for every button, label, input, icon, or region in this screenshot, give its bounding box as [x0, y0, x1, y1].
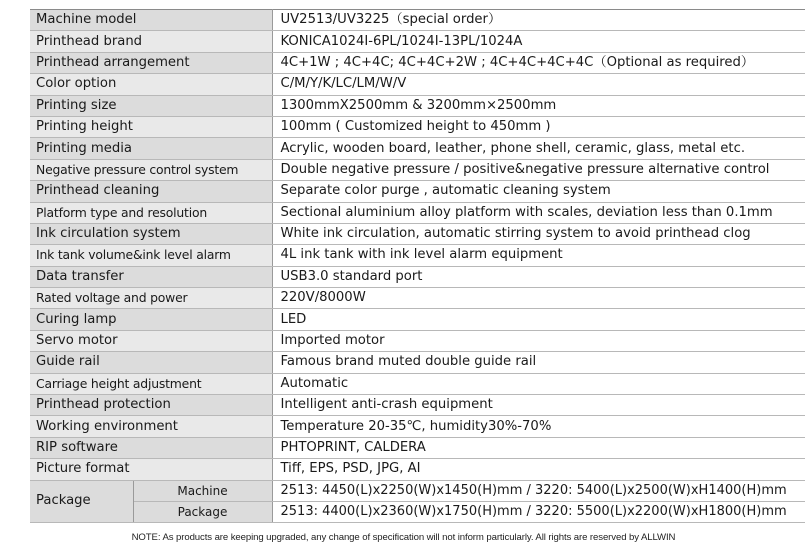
spec-label: Ink circulation system — [30, 223, 272, 244]
spec-value: Sectional aluminium alloy platform with scales, deviation less than 0.1mm — [272, 202, 805, 223]
spec-row — [30, 416, 805, 437]
package-section — [30, 480, 805, 523]
spec-label: Platform type and resolution — [30, 202, 272, 223]
spec-row — [30, 202, 805, 223]
spec-row — [30, 223, 805, 244]
spec-row — [30, 437, 805, 458]
spec-value: C/M/Y/K/LC/LM/W/V — [272, 74, 805, 95]
package-label: Package — [30, 480, 133, 523]
spec-row — [30, 95, 805, 116]
spec-row — [30, 74, 805, 95]
spec-label: Color option — [30, 74, 272, 95]
spec-label: Ink tank volume&ink level alarm — [30, 245, 272, 266]
spec-label: Printing height — [30, 116, 272, 137]
footer-note: NOTE: As products are keeping upgraded, any change of specification will not inform particularly. All rights are reserved by ALLWIN — [131, 532, 676, 543]
spec-value: PHTOPRINT, CALDERA — [272, 437, 805, 458]
spec-value: Famous brand muted double guide rail — [272, 352, 805, 373]
spec-row — [30, 330, 805, 351]
spec-row — [30, 309, 805, 330]
spec-value: Separate color purge , automatic cleaning system — [272, 181, 805, 202]
spec-row — [30, 459, 805, 480]
spec-label: Printhead protection — [30, 395, 272, 416]
spec-row — [30, 10, 805, 31]
spec-row — [30, 266, 805, 287]
spec-row — [30, 395, 805, 416]
spec-label: RIP software — [30, 437, 272, 458]
spec-label: Printhead brand — [30, 31, 272, 52]
spec-value: 4C+1W ; 4C+4C; 4C+4C+2W ; 4C+4C+4C+4C（Optional as required） — [272, 52, 805, 73]
spec-label: Negative pressure control system — [30, 159, 272, 180]
spec-value: 220V/8000W — [272, 288, 805, 309]
spec-row — [30, 52, 805, 73]
spec-value: 4L ink tank with ink level alarm equipment — [272, 245, 805, 266]
spec-label: Rated voltage and power — [30, 288, 272, 309]
spec-row — [30, 373, 805, 394]
spec-value: Intelligent anti-crash equipment — [272, 395, 805, 416]
spec-value: Double negative pressure / positive&negative pressure alternative control — [272, 159, 805, 180]
spec-row — [30, 31, 805, 52]
spec-label: Guide rail — [30, 352, 272, 373]
spec-label: Carriage height adjustment — [30, 373, 272, 394]
spec-value: 100mm ( Customized height to 450mm ) — [272, 116, 805, 137]
spec-label: Machine model — [30, 10, 272, 31]
spec-value: Temperature 20-35℃, humidity30%-70% — [272, 416, 805, 437]
spec-row — [30, 245, 805, 266]
spec-row — [30, 352, 805, 373]
spec-label: Printing media — [30, 138, 272, 159]
spec-value: KONICA1024I-6PL/1024I-13PL/1024A — [272, 31, 805, 52]
spec-row — [30, 288, 805, 309]
spec-label: Printhead arrangement — [30, 52, 272, 73]
spec-label: Working environment — [30, 416, 272, 437]
spec-label: Printhead cleaning — [30, 181, 272, 202]
package-row-package — [30, 501, 805, 522]
package-machine-label: Machine — [133, 480, 272, 501]
spec-value: UV2513/UV3225（special order） — [272, 10, 805, 31]
spec-label: Servo motor — [30, 330, 272, 351]
spec-value: Imported motor — [272, 330, 805, 351]
spec-row — [30, 138, 805, 159]
package-package-value: 2513: 4400(L)x2360(W)x1750(H)mm / 3220: 5500(L)x2200(W)xH1800(H)mm — [272, 501, 805, 522]
spec-table-body — [30, 10, 805, 481]
spec-label: Data transfer — [30, 266, 272, 287]
spec-table — [30, 9, 805, 523]
spec-value: LED — [272, 309, 805, 330]
spec-row — [30, 159, 805, 180]
spec-value: Tiff, EPS, PSD, JPG, AI — [272, 459, 805, 480]
spec-row — [30, 116, 805, 137]
spec-row — [30, 181, 805, 202]
spec-value: 1300mmX2500mm & 3200mm×2500mm — [272, 95, 805, 116]
spec-label: Curing lamp — [30, 309, 272, 330]
spec-value: White ink circulation, automatic stirring system to avoid printhead clog — [272, 223, 805, 244]
spec-label: Picture format — [30, 459, 272, 480]
package-row-machine — [30, 480, 805, 501]
package-machine-value: 2513: 4450(L)x2250(W)x1450(H)mm / 3220: 5400(L)x2500(W)xH1400(H)mm — [272, 480, 805, 501]
spec-label: Printing size — [30, 95, 272, 116]
package-package-label: Package — [133, 501, 272, 522]
spec-value: Automatic — [272, 373, 805, 394]
spec-value: USB3.0 standard port — [272, 266, 805, 287]
spec-value: Acrylic, wooden board, leather, phone shell, ceramic, glass, metal etc. — [272, 138, 805, 159]
